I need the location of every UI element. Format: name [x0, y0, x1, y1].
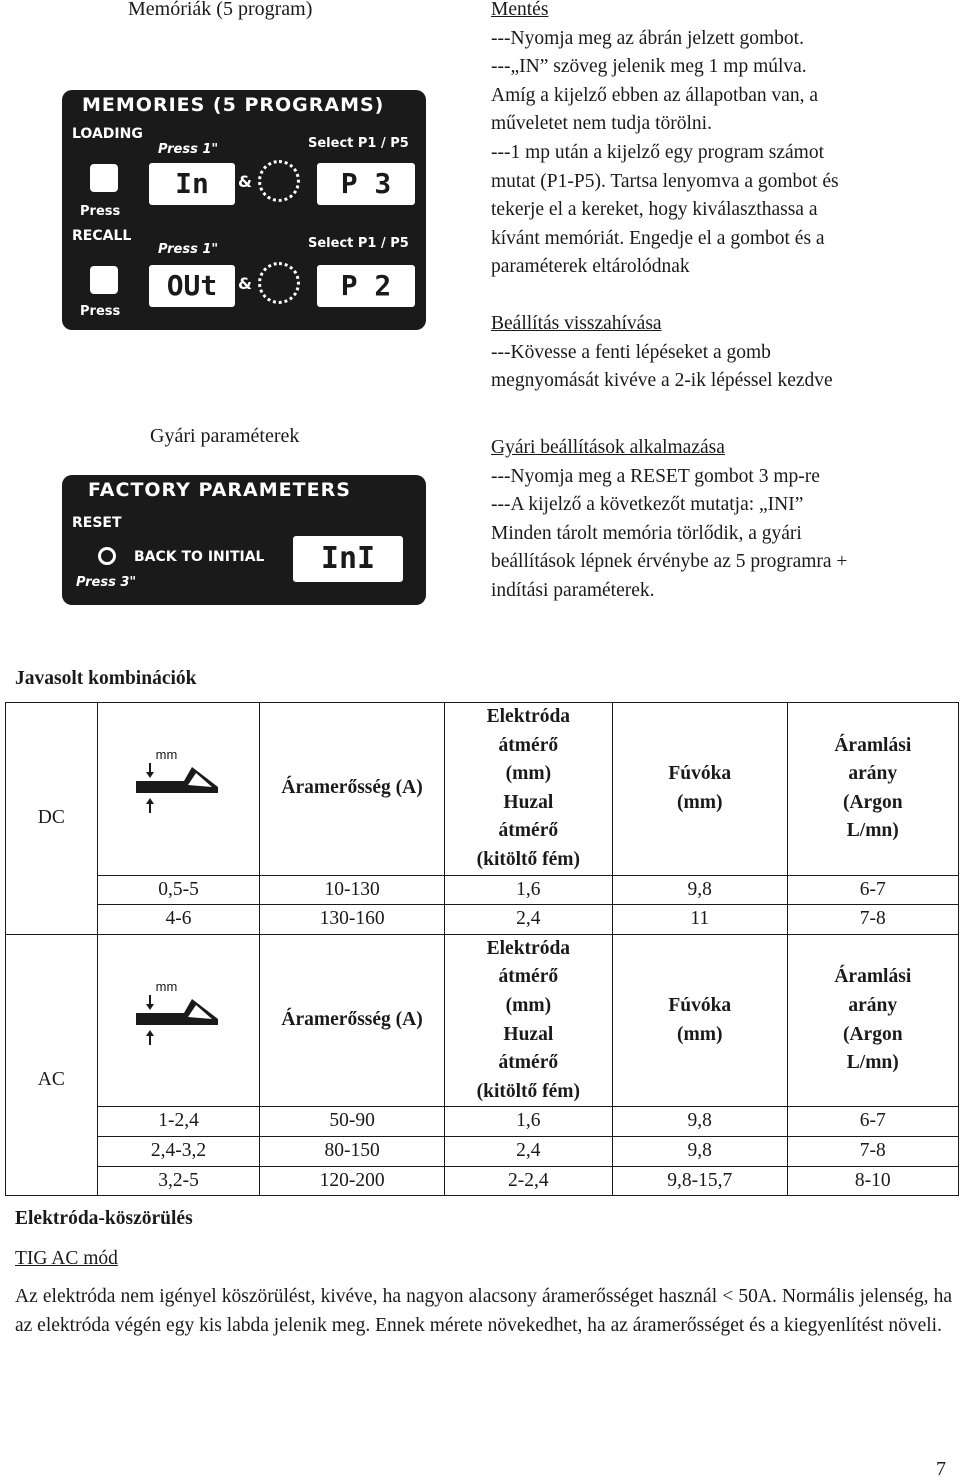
save-line: Amíg a kijelző ebben az állapotban van, a	[491, 84, 819, 106]
lcd-out: OUt	[146, 262, 238, 310]
page-number: 7	[936, 1458, 946, 1480]
amp-top: &	[238, 172, 252, 191]
save-line: ---„IN” szöveg jelenik meg 1 mp múlva.	[491, 56, 807, 78]
apply-line: ---Nyomja meg a RESET gombot 3 mp-re	[491, 465, 820, 487]
lcd-ini: InI	[290, 533, 406, 585]
ac-label: AC	[6, 934, 98, 1195]
back-to-initial-label: BACK TO INITIAL	[134, 549, 265, 565]
recall-line: megnyomását kivéve a 2-ik lépéssel kezdve	[491, 370, 833, 392]
apply-line: beállítások lépnek érvénybe az 5 programra +	[491, 551, 848, 573]
lcd-p2: P 2	[314, 262, 418, 310]
memories-panel-title: MEMORIES (5 PROGRAMS)	[82, 94, 385, 116]
ac-header-row	[6, 934, 959, 1107]
grinding-heading: Elektróda-köszörülés	[15, 1208, 193, 1229]
apply-line: indítási paraméterek.	[491, 579, 655, 601]
factory-panel-image	[62, 475, 426, 605]
recall-label: RECALL	[72, 228, 132, 244]
table-row: 4-6 130-160 2,4 11 7-8	[6, 905, 959, 935]
press1-label-top: Press 1"	[158, 142, 219, 157]
apply-instructions	[491, 434, 951, 606]
electrode-thickness-icon	[132, 759, 226, 819]
recall-heading: Beállítás visszahívása	[491, 313, 662, 334]
lcd-p3: P 3	[314, 160, 418, 208]
electrode-header: Elektróda átmérő (mm) Huzal átmérő (kitöltő fém)	[444, 934, 612, 1107]
loading-label: LOADING	[72, 126, 143, 142]
recall-instructions	[491, 310, 951, 396]
apply-line: ---A kijelző a következőt mutatja: „INI”	[491, 494, 804, 516]
electrode-icon-cell	[97, 703, 260, 876]
grinding-subheading: TIG AC mód	[15, 1248, 118, 1269]
save-heading: Mentés	[491, 0, 549, 20]
dc-label: DC	[6, 703, 98, 935]
table-row: 3,2-5 120-200 2-2,4 9,8-15,7 8-10	[6, 1166, 959, 1196]
press-label-top: Press	[80, 204, 121, 219]
recall-line: ---Kövesse a fenti lépéseket a gomb	[491, 341, 771, 363]
power-icon	[98, 547, 116, 565]
electrode-thickness-icon	[132, 991, 226, 1051]
mm-label: mm	[155, 978, 178, 994]
press1-label-bottom: Press 1"	[158, 242, 219, 257]
press-label-bottom: Press	[80, 304, 121, 319]
apply-line: Minden tárolt memória törlődik, a gyári	[491, 522, 802, 544]
save-line: mutat (P1-P5). Tartsa lenyomva a gombot és	[491, 170, 839, 192]
select-label-top: Select P1 / P5	[308, 136, 409, 151]
save-line: ---1 mp után a kijelző egy program számot	[491, 141, 825, 163]
memories-panel-image	[62, 90, 426, 330]
recall-button	[90, 266, 118, 294]
lcd-in: In	[146, 160, 238, 208]
apply-heading: Gyári beállítások alkalmazása	[491, 437, 725, 458]
mm-label: mm	[155, 747, 178, 762]
grinding-text: Az elektróda nem igényel köszörülést, kivéve, ha nagyon alacsony áramerősséget használ < 50A. Normális jelenség, ha az elektróda végén egy kis labda jelenik meg. Ennek mérete növekedhet, ha az áramerősséget és a kiegyenlítést növeli.	[15, 1286, 952, 1336]
select-label-bottom: Select P1 / P5	[308, 236, 409, 251]
electrode-header: Elektróda átmérő (mm) Huzal átmérő (kitöltő fém)	[444, 703, 612, 876]
selector-knob-top-icon	[258, 160, 300, 202]
electrode-icon-cell	[97, 934, 260, 1107]
press3-label: Press 3"	[76, 575, 137, 590]
save-line: tekerje el a kereket, hogy kiválaszthassa a	[491, 199, 818, 221]
combinations-table	[5, 702, 959, 1196]
selector-knob-bottom-icon	[258, 262, 300, 304]
factory-panel-title: FACTORY PARAMETERS	[88, 479, 351, 501]
save-line: paraméterek eltárolódnak	[491, 256, 690, 278]
save-line: ---Nyomja meg az ábrán jelzett gombot.	[491, 27, 804, 49]
table-row: 1-2,4 50-90 1,6 9,8 6-7	[6, 1107, 959, 1137]
load-button	[90, 164, 118, 192]
memories-caption: Memóriák (5 program)	[128, 0, 313, 20]
save-line: műveletet nem tudja törölni.	[491, 113, 712, 135]
current-header: Áramerősség (A)	[260, 934, 444, 1107]
nozzle-header: Fúvóka (mm)	[612, 703, 787, 876]
factory-caption: Gyári paraméterek	[150, 425, 300, 447]
table-title: Javasolt kombinációk	[15, 668, 197, 689]
table-row: 2,4-3,2 80-150 2,4 9,8 7-8	[6, 1136, 959, 1166]
flow-header: Áramlási arány (Argon L/mn)	[787, 703, 958, 876]
current-header: Áramerősség (A)	[260, 703, 444, 876]
reset-label: RESET	[72, 515, 122, 531]
amp-bottom: &	[238, 274, 252, 293]
flow-header: Áramlási arány (Argon L/mn)	[787, 934, 958, 1107]
save-instructions	[491, 0, 951, 282]
nozzle-header: Fúvóka (mm)	[612, 934, 787, 1107]
table-row: 0,5-5 10-130 1,6 9,8 6-7	[6, 875, 959, 905]
dc-header-row	[6, 703, 959, 876]
save-line: kívánt memóriát. Engedje el a gombot és a	[491, 227, 825, 249]
